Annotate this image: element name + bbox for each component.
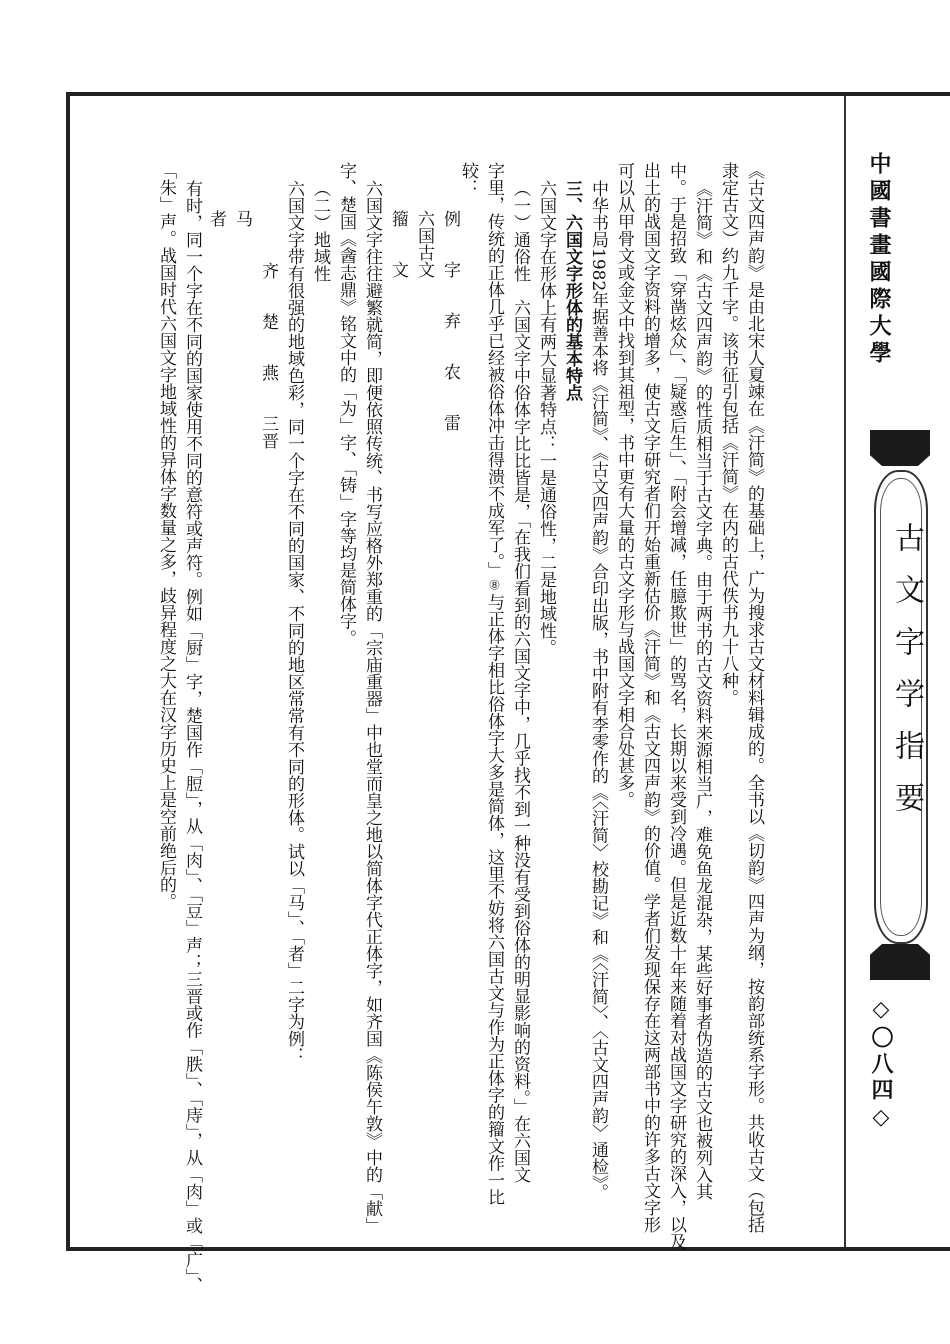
- paragraph-5-line-3: 较：: [458, 162, 478, 196]
- page-number: ◇〇八四◇: [868, 996, 894, 1134]
- table-1-row-1: 例 字 弃 农 雷: [440, 210, 460, 431]
- section-heading: 三、六国文字形体的基本特点: [562, 180, 582, 401]
- paragraph-8-line-2: 「朱」声。战国时代六国文字地域性的异体字数量之多，歧异程度之大在汉字历史上是空前绝后的。: [156, 162, 176, 910]
- footnote-marker: ⑧: [487, 578, 502, 594]
- paragraph-2-line-2: 中。于是招致「穿凿炫众」、「疑惑后生」、「附会增减，任臆欺世」的骂名，长期以来受到冷遇。但是近数十年来随着对战国文字研究的深入，以及: [666, 162, 686, 1250]
- paragraph-1-line-1: 《古文四声韵》是由北宋人夏竦在《汗简》的基础上，广为搜求古文材料辑成的。全书以《切韵》四声为纲，按韵部统系字形。共收古文（包括: [744, 162, 764, 1233]
- frame-top-border: [66, 92, 950, 96]
- table-2-row-1: 马: [232, 210, 252, 227]
- frame-left-border: [66, 92, 70, 1251]
- paragraph-5-line-1: （一）通俗性 六国文字中俗体字比比皆是，「在我们看到的六国文字中，几乎找不到一种没有受到俗体的明显影响的资料。」在六国文: [510, 180, 530, 1183]
- table-1-row-2: 六国古文: [414, 210, 434, 278]
- paragraph-2-line-1: 《汗简》和《古文四声韵》的性质相当于古文字典。由于两书的古文资料来源相当广，难免鱼龙混杂，某些好事者伪造的古文也被列入其: [692, 180, 712, 1200]
- paragraph-5-line-2-text: 字里，传统的正体几乎已经被俗体冲击得溃不成军了。」: [484, 162, 504, 579]
- right-sidebar: [846, 96, 950, 1247]
- plaque-top-cap: [870, 430, 930, 466]
- paragraph-8-line-1: 有时，同一个字在不同的国家使用不同的意符或声符。例如「厨」字，楚国作「脰」，从「肉」、「豆」声；三晋或作「胅」、「庤」，从「肉」或「广」、: [182, 180, 202, 1294]
- paragraph-6-line-2: 字、楚国《酓志鼎》铭文中的「为」字、「铸」字等均是简体字。: [336, 162, 356, 647]
- table-2-row-2: 者: [206, 210, 226, 227]
- book-title: 古文字学指要: [889, 522, 924, 834]
- paragraph-5-line-2-tail: 与正体字相比俗体字大多是简体，这里不妨将六国古文与作为正体字的籀文作一比: [484, 593, 504, 1206]
- paragraph-5-line-2: [482, 162, 507, 1206]
- publisher-name: 中國書畫國際大學: [866, 152, 892, 368]
- paragraph-2-line-4: 可以从甲骨文或金文中找到其祖型，书中更有大量的古文字形与战国文字相合处甚多。: [614, 162, 634, 808]
- plaque-bottom-cap: [870, 944, 930, 980]
- paragraph-1-line-2: 隶定古文）约九千字。该书征引包括《汗简》在内的古代佚书九十八种。: [718, 162, 738, 706]
- title-plaque: [870, 430, 930, 980]
- subsection-heading: （二）地域性: [310, 180, 330, 282]
- paragraph-6-line-1: 六国文字往往避繁就简，即便依照传统、书写应格外郑重的「宗庙重器」中也堂而皇之地以简体字代正体字，如齐国《陈侯午敦》中的「献」: [362, 180, 382, 1234]
- paragraph-7-line-1: 六国文字带有很强的地域色彩，同一个字在不同的国家、不同的地区常常有不同的形体。试以「马」、「者」二字为例：: [284, 180, 304, 1064]
- paragraph-2-line-3: 出土的战国文字资料的增多，使古文字研究者们开始重新估价《汗简》和《古文四声韵》的价值。学者们发现保存在这两部书中的许多古文字形: [640, 162, 660, 1233]
- table-1-row-3: 籀 文: [388, 210, 408, 278]
- paragraph-4-line-1: 六国文字在形体上有两大显著特点：一是通俗性，二是地域性。: [536, 180, 556, 656]
- table-2-header: 齐 楚 燕 三晋: [258, 262, 278, 449]
- paragraph-3-line-1: 中华书局1982年据善本将《汗简》、《古文四声韵》合印出版，书中附有李零作的《〈汗简〉校勘记》和《〈汗简〉、〈古文四声韵〉通检》。: [588, 180, 608, 1201]
